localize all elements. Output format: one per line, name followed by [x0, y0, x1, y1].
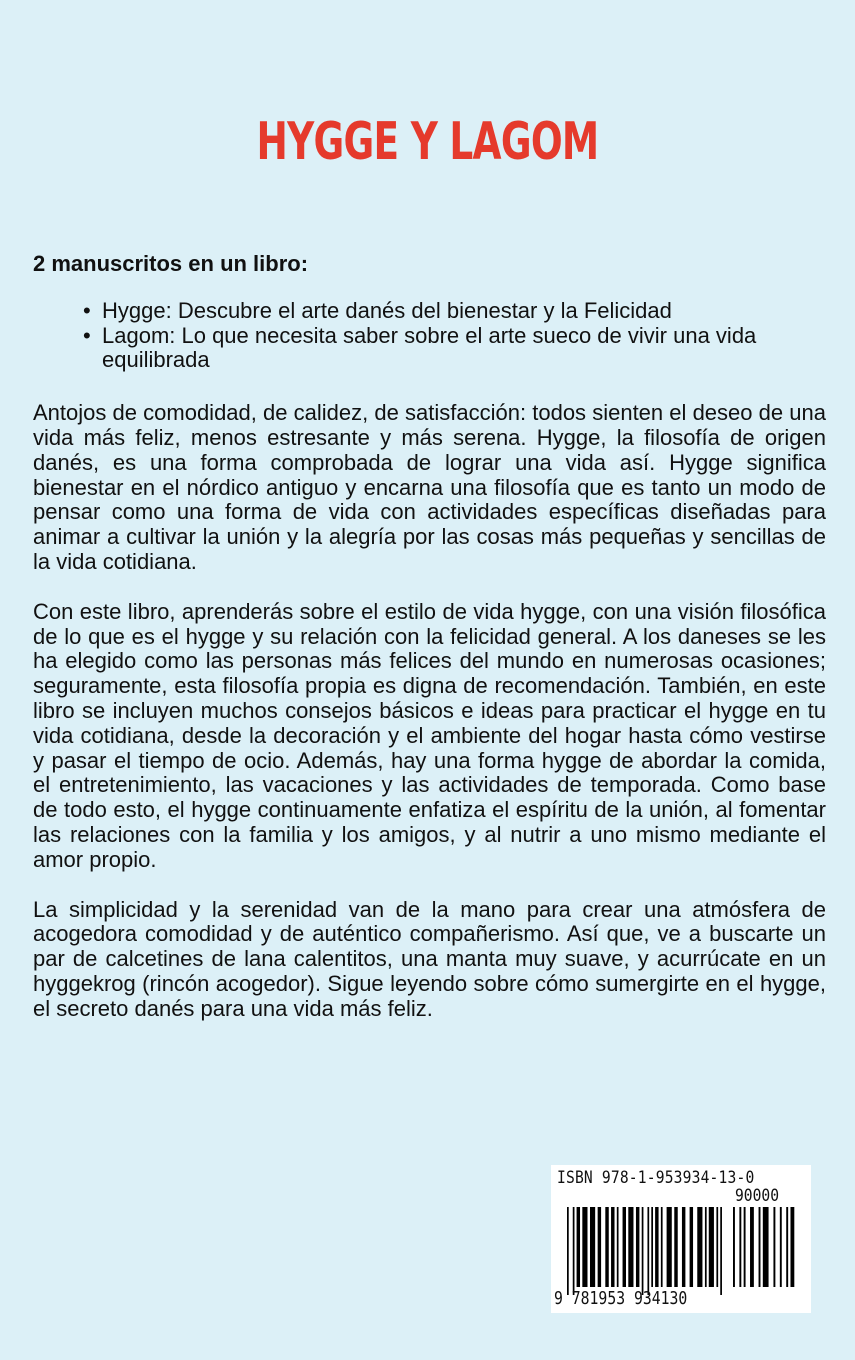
isbn-barcode [551, 1165, 811, 1313]
barcode-bar [697, 1207, 702, 1287]
barcode-bar [567, 1207, 569, 1295]
barcode-bar [733, 1207, 735, 1287]
barcode-bar [705, 1207, 707, 1287]
isbn-label: ISBN 978-1-953934-13-0 [557, 1168, 755, 1188]
barcode-bar [605, 1207, 608, 1287]
barcode-bar [750, 1207, 754, 1287]
list-item-text: Hygge: Descubre el arte danés del bienestar y la Felicidad [102, 297, 672, 323]
barcode-bar [759, 1207, 761, 1287]
ean-digits: 9 781953 934130 [554, 1288, 688, 1309]
barcode-bar [573, 1207, 575, 1295]
barcode-bar [661, 1207, 663, 1287]
bullet-icon: • [83, 322, 91, 348]
barcode-bar [780, 1207, 782, 1287]
barcode-bar [642, 1207, 644, 1295]
barcode-bar [590, 1207, 595, 1287]
list-item [83, 324, 826, 374]
barcode-bar [773, 1207, 775, 1287]
barcode-bar [720, 1207, 722, 1295]
barcode-bar [651, 1207, 653, 1287]
barcode-bar [690, 1207, 693, 1287]
barcode-bar [636, 1207, 639, 1287]
book-title: HYGGE Y LAGOM [256, 112, 599, 172]
paragraph: Con este libro, aprenderás sobre el estilo de vida hygge, con una visión filosófica de lo que es el hygge y su relación con la felicidad general. A los daneses se les ha elegido como las personas más felices del mundo en numerosas ocasiones; seguramente, esta filosofía propia es digna de recomendación. También, en este libro se incluyen muchos consejos básicos e ideas para practicar el hygge en tu vida cotidiana, desde la decoración y el ambiente del hogar hasta cómo vestirse y pasar el tiempo de ocio. Además, hay una forma hygge de abordar la comida, el entretenimiento, las vacaciones y las actividades de temporada. Como base de todo esto, el hygge continuamente enfatiza el espíritu de la unión, al fomentar las relaciones con la familia y los amigos, y al nutrir a uno mismo mediante el amor propio. [33, 598, 826, 872]
barcode-bar [790, 1207, 794, 1287]
price-code: 90000 [735, 1186, 780, 1206]
barcode-bar [744, 1207, 746, 1287]
paragraph: La simplicidad y la serenidad van de la mano para crear una atmósfera de acogedora comodidad y de auténtico compañerismo. Así que, ve a buscarte un par de calcetines de lana calentitos, una manta muy suave, y acurrúcate en un hyggekrog (rincón acogedor). Sigue leyendo sobre cómo sumergirte en el hygge, el secreto danés para una vida más feliz. [33, 896, 826, 1021]
barcode-bar [709, 1207, 714, 1287]
bullet-icon: • [83, 297, 91, 323]
barcode-bar [674, 1207, 677, 1287]
barcode-bar [763, 1207, 769, 1287]
paragraph: Antojos de comodidad, de calidez, de satisfacción: todos sienten el deseo de una vida más feliz, menos estresante y más serena. Hygge, la filosofía de origen danés, es una forma comprobada de lograr una vida así. Hygge significa bienestar en el nórdico antiguo y encarna una filosofía que es tanto un modo de pensar como una forma de vida con actividades específicas diseñadas para animar a cultivar la unión y la alegría por las cosas más pequeñas y sencillas de la vida cotidiana. [33, 400, 826, 574]
barcode-bar [655, 1207, 658, 1287]
back-cover-text [33, 252, 826, 1047]
barcode-bar [628, 1207, 633, 1287]
barcode-bar [623, 1207, 626, 1287]
list-item [83, 299, 826, 324]
barcode-bar [786, 1207, 788, 1287]
barcode-bar [577, 1207, 580, 1287]
barcode-bar [647, 1207, 649, 1295]
barcode-bar [617, 1207, 619, 1287]
manuscript-list [33, 299, 826, 373]
barcode-bar [598, 1207, 601, 1287]
barcode-bar [667, 1207, 672, 1287]
barcode-bar [739, 1207, 741, 1287]
list-item-text: Lagom: Lo que necesita saber sobre el arte sueco de vivir una vida equilibrada [102, 322, 757, 373]
barcode-bar [682, 1207, 685, 1287]
subtitle: 2 manuscritos en un libro: [33, 251, 309, 276]
barcode-bar [582, 1207, 587, 1287]
barcode-bar [611, 1207, 614, 1287]
barcode-bar [716, 1207, 718, 1287]
